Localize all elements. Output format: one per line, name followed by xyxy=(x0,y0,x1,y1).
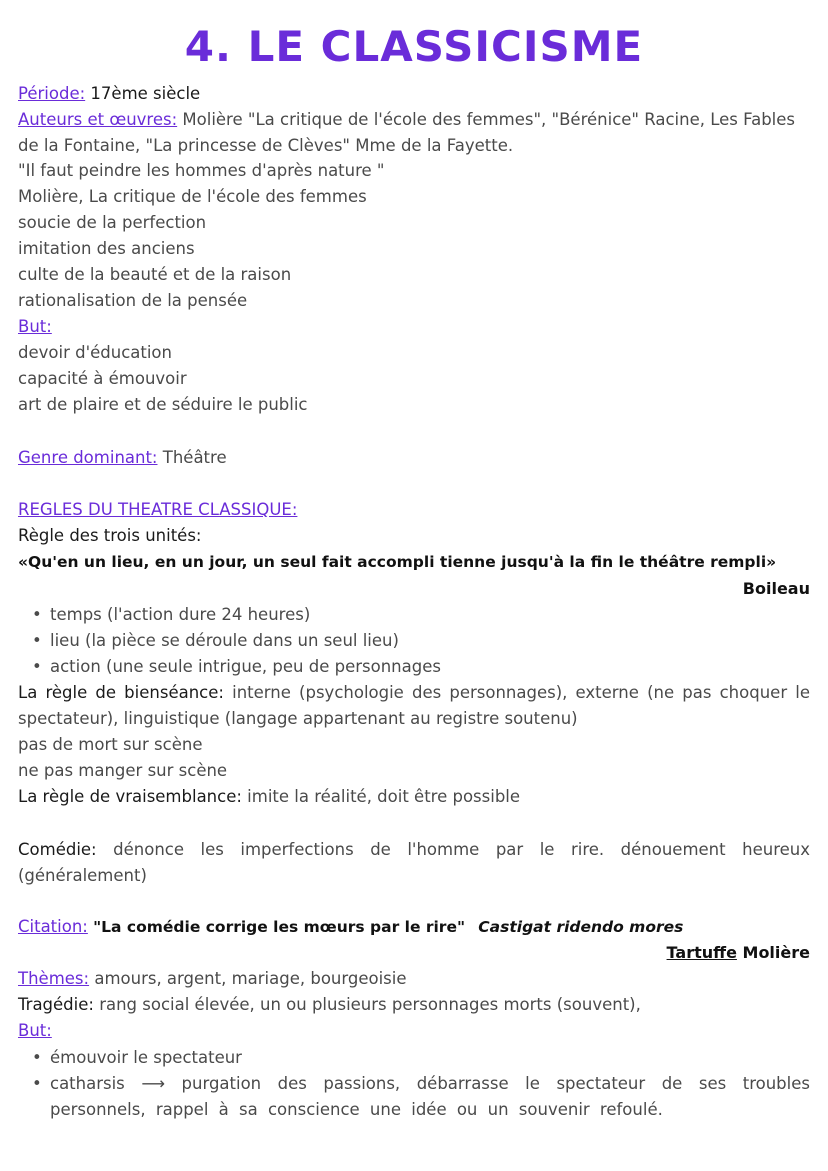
bullet-dot-icon: • xyxy=(32,605,42,624)
unite-bullet xyxy=(32,602,310,628)
but2-bullet xyxy=(32,1045,242,1071)
citation2-author: Molière xyxy=(742,943,810,962)
auteurs-line xyxy=(18,107,810,159)
bullet-dot-icon: • xyxy=(32,1074,42,1093)
vraisemblance-value: imite la réalité, doit être possible xyxy=(247,787,521,806)
genre-value: Théâtre xyxy=(162,448,227,467)
but2-label: But: xyxy=(18,1021,52,1040)
citation2-latin: Castigat ridendo mores xyxy=(478,918,684,936)
citation1-source: Molière, La critique de l'école des femmes xyxy=(18,187,367,206)
trait-item: culte de la beauté et de la raison xyxy=(18,265,292,284)
but2-label-line xyxy=(18,1019,52,1043)
but1-item: art de plaire et de séduire le public xyxy=(18,395,308,414)
auteurs-value: Molière "La critique de l'école des femmes", "Bérénice" Racine, Les Fables de la Fontaine, "La princesse de Clèves" Mme de la Fayette. xyxy=(18,110,796,155)
genre-label: Genre dominant: xyxy=(18,448,158,467)
arrow-right-icon: ⟶ xyxy=(141,1074,165,1093)
unite-bullet xyxy=(32,654,441,680)
but1-item: capacité à émouvoir xyxy=(18,369,187,388)
tragedie-value: rang social élevée, un ou plusieurs personnages morts (souvent), xyxy=(99,995,641,1014)
regle-extra: ne pas manger sur scène xyxy=(18,761,228,780)
citation2-work: Tartuffe xyxy=(666,943,737,962)
regle-extra: pas de mort sur scène xyxy=(18,735,203,754)
page-title: 4. LE CLASSICISME xyxy=(184,22,644,71)
themes-value: amours, argent, mariage, bourgeoisie xyxy=(94,969,407,988)
genre-line xyxy=(18,446,227,470)
comedie-value: dénonce les imperfections de l'homme par le rire. dénouement heureux (généralement) xyxy=(18,840,810,885)
citation2-label: Citation: xyxy=(18,917,88,936)
bienseance-label: La règle de bienséance: xyxy=(18,683,224,702)
periode-label: Période: xyxy=(18,84,86,103)
but2-item1: émouvoir le spectateur xyxy=(50,1048,242,1067)
citation2-source xyxy=(667,941,810,965)
vraisemblance-line xyxy=(18,785,520,809)
bullet-dot-icon: • xyxy=(32,631,42,650)
regles-heading-line xyxy=(18,498,297,522)
catharsis-word: catharsis xyxy=(50,1074,125,1093)
citation2-quote: "La comédie corrige les mœurs par le rire" xyxy=(93,918,466,936)
trait-item: soucie de la perfection xyxy=(18,213,207,232)
but1-label: But: xyxy=(18,317,52,336)
trois-unites-label: Règle des trois unités: xyxy=(18,526,202,545)
tragedie-label: Tragédie: xyxy=(18,995,94,1014)
unite-text: action (une seule intrigue, peu de personnages xyxy=(50,657,441,676)
auteurs-label: Auteurs et œuvres: xyxy=(18,110,178,129)
catharsis-definition: purgation des passions, débarrasse le spectateur de ses troubles personnels, rappel à sa conscience une idée ou un souvenir refoulé. xyxy=(50,1074,810,1119)
unite-bullet xyxy=(32,628,399,654)
periode-value: 17ème siècle xyxy=(90,84,201,103)
comedie-label: Comédie: xyxy=(18,840,97,859)
unite-text: temps (l'action dure 24 heures) xyxy=(50,605,311,624)
citation1-text: "Il faut peindre les hommes d'après nature " xyxy=(18,161,385,180)
bienseance-value: interne (psychologie des personnages), externe (ne pas choquer le spectateur), linguistique (langage appartenant au registre soutenu) xyxy=(18,683,810,728)
tragedie-line xyxy=(18,993,641,1017)
themes-line xyxy=(18,967,407,991)
periode-line xyxy=(18,82,200,106)
but2-bullet xyxy=(32,1071,810,1123)
but2-item2 xyxy=(32,1071,810,1123)
but1-item: devoir d'éducation xyxy=(18,343,172,362)
comedie-paragraph xyxy=(18,837,810,889)
trait-item: rationalisation de la pensée xyxy=(18,291,248,310)
unite-text: lieu (la pièce se déroule dans un seul lieu) xyxy=(50,631,399,650)
vraisemblance-label: La règle de vraisemblance: xyxy=(18,787,242,806)
themes-label: Thèmes: xyxy=(18,969,90,988)
boileau-author: Boileau xyxy=(742,579,810,598)
bullet-dot-icon: • xyxy=(32,657,42,676)
bullet-dot-icon: • xyxy=(32,1048,42,1067)
citation2-line xyxy=(18,915,683,939)
trait-item: imitation des anciens xyxy=(18,239,195,258)
regles-heading: REGLES DU THEATRE CLASSIQUE: xyxy=(18,500,298,519)
bienseance-paragraph xyxy=(18,680,810,732)
boileau-quote: «Qu'en un lieu, en un jour, un seul fait accompli tienne jusqu'à la fin le théâtre rempli» xyxy=(18,553,777,571)
but1-label-line xyxy=(18,315,52,339)
